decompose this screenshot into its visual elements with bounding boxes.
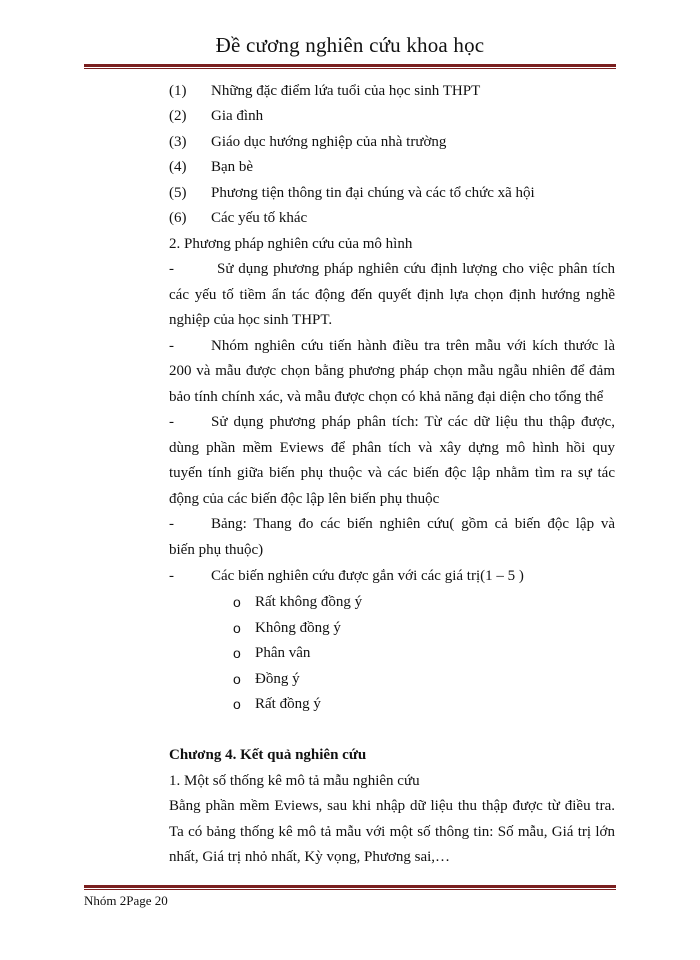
footer-rule-thin	[84, 889, 616, 890]
paragraph-line: Nhóm nghiên cứu tiến hành điều tra trên mẫu với kích thước là	[211, 338, 615, 354]
paragraph-line: Bằng phần mềm Eviews, sau khi nhập dữ liệu thu thập được từ điều tra.	[169, 798, 615, 814]
dash-marker: -	[169, 516, 174, 532]
paragraph-line: động của các biến độc lập lên biến phụ thuộc	[169, 491, 440, 507]
paragraph-line: biến phụ thuộc)	[169, 542, 264, 558]
footer-rule	[84, 885, 616, 888]
paragraph-line: tuyến tính giữa biến phụ thuộc và các biến độc lập nhằm tìm ra sự tác	[169, 465, 615, 481]
paragraph-line: Các biến nghiên cứu được gắn với các giá trị(1 – 5 )	[211, 568, 524, 584]
paragraph-line: 200 và mẫu được chọn bằng phương pháp chọn mẫu ngẫu nhiên để đảm	[169, 363, 615, 379]
section-heading: 1. Một số thống kê mô tả mẫu nghiên cứu	[169, 773, 420, 789]
header-rule-thin	[84, 68, 616, 69]
bullet-icon: o	[233, 696, 241, 712]
section-heading: 2. Phương pháp nghiên cứu của mô hình	[169, 236, 413, 252]
paragraph-line: bảo tính chính xác, và mẫu được chọn có khả năng đại diện cho tổng thể	[169, 389, 604, 405]
paragraph-line: Ta có bảng thống kê mô tả mẫu với một số thông tin: Số mẫu, Giá trị lớn	[169, 824, 615, 840]
dash-marker: -	[169, 338, 174, 354]
paragraph-line: nhất, Giá trị nhỏ nhất, Kỳ vọng, Phương sai,…	[169, 849, 451, 865]
footer-text: Nhóm 2Page 20	[84, 893, 168, 908]
bullet-icon: o	[233, 645, 241, 661]
bullet-icon: o	[233, 620, 241, 636]
paragraph-line: Sử dụng phương pháp nghiên cứu định lượng cho việc phân tích	[217, 261, 615, 277]
bullet-icon: o	[233, 594, 241, 610]
paragraph-line: các yếu tố tiềm ẩn tác động đến quyết định lựa chọn định hướng nghề	[169, 287, 615, 303]
chapter-title: Chương 4. Kết quả nghiên cứu	[169, 747, 367, 763]
header-rule	[84, 64, 616, 67]
paragraph-line: nghiệp của học sinh THPT.	[169, 312, 333, 328]
dash-marker: -	[169, 568, 174, 584]
paragraph-line: Sử dụng phương pháp phân tích: Từ các dữ liệu thu thập được,	[211, 414, 615, 430]
bullet-icon: o	[233, 671, 241, 687]
dash-marker: -	[169, 261, 174, 277]
dash-marker: -	[169, 414, 174, 430]
paragraph-line: Bảng: Thang đo các biến nghiên cứu( gồm cả biến độc lập và	[211, 516, 615, 532]
paragraph-line: dùng phần mềm Eviews để phân tích và xây dựng mô hình hồi quy	[169, 440, 615, 456]
page-title: Đề cương nghiên cứu khoa học	[215, 33, 485, 57]
